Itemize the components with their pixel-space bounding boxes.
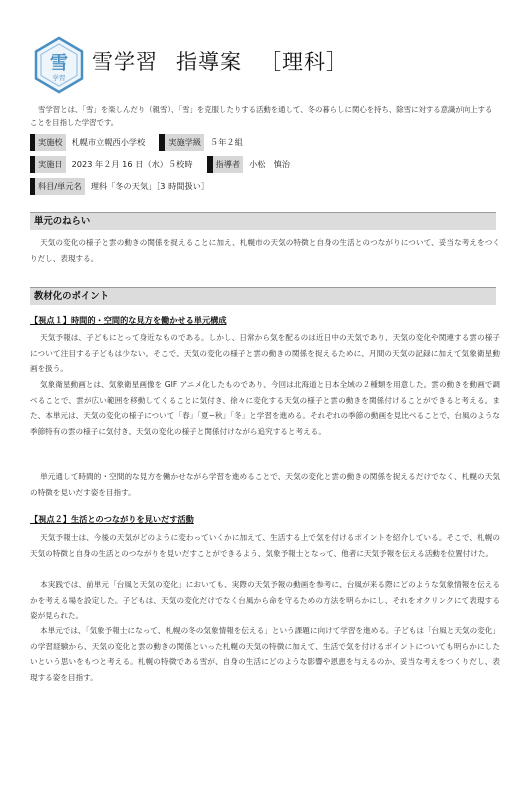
viewpoint-1-paragraph-3 bbox=[30, 469, 500, 500]
logo-subtext: 学習 bbox=[52, 74, 66, 82]
viewpoint-2-paragraph-1 bbox=[30, 530, 500, 561]
info-row-unit bbox=[30, 175, 470, 197]
teacher-value: 小松 慎治 bbox=[249, 158, 291, 169]
lesson-info bbox=[30, 131, 470, 197]
logo-text: 雪 bbox=[50, 53, 68, 74]
document-header bbox=[0, 0, 527, 100]
school-label: 実施校 bbox=[30, 134, 66, 151]
viewpoint-2-title: 【視点２】生活とのつながりを見いだす活動 bbox=[30, 514, 194, 524]
unit-label: 科目/単元名 bbox=[30, 178, 85, 195]
viewpoint-2-paragraph-2 bbox=[30, 577, 500, 624]
teacher-label: 指導者 bbox=[207, 156, 244, 173]
aim-paragraph bbox=[30, 235, 500, 266]
vp2-p1-text: 天気予報士は、今後の天気がどのように変わっていくかに加えて、生活する上で気を付けるポイントを紹介している。そこで、札幌の天気の特徴と自身の生活とのつながりを見いだすことができるよう、気象予報士となって、他者に天気予報を伝える活動を位置付けた。 bbox=[30, 533, 500, 558]
vp1-p3-text: 単元通して時間的・空間的な見方を働かせながら学習を進めることで、天気の変化と雲の動きの関係を捉えるだけでなく、札幌の天気の特徴を見いだす姿を目指す。 bbox=[30, 472, 500, 497]
viewpoint-2-paragraph-3 bbox=[30, 623, 500, 685]
info-row-school bbox=[30, 131, 470, 153]
info-row-date bbox=[30, 153, 470, 175]
section-heading-aim: 単元のねらい bbox=[30, 212, 496, 230]
vp2-p3-text: 本単元では、「気象予報士になって、札幌の冬の気象情報を伝える」という課題に向けて学習を進める。子どもは「台風と天気の変化」の学習経験から、天気の変化と雲の動きの関係といった札幌の天気の特徴に加えて、生活で気を付けるポイントについても明らかにしたいという思いをもつと考える。札幌の特徴である雪が、自身の生活にどのような影響や恩恵を与えるのか、妥当な考えをつくりだし、表現する姿を目指す。 bbox=[30, 626, 500, 682]
snow-crystal-logo-icon bbox=[30, 36, 88, 94]
title-sub: 指導案 bbox=[176, 50, 242, 74]
vp2-p2-text: 本実践では、前単元「台風と天気の変化」においても、実際の天気予報の動画を参考に、台風が来る際にどのような気象情報を伝えるかを考える場を設定した。子どもは、天気の変化だけでなく台風から命を守るための方法を明らかにし、それをオクリンクにて表現する姿が見られた。 bbox=[30, 580, 500, 620]
title-subject: ［理科］ bbox=[260, 50, 348, 74]
school-value: 札幌市立幌西小学校 bbox=[71, 136, 146, 147]
grade-label: 実施学級 bbox=[159, 134, 204, 151]
grade-value: ５年２組 bbox=[210, 136, 243, 147]
vp1-p1-text: 天気予報は、子どもにとって身近なものである。しかし、日常から気を配るのは近日中の天気であり、天気の変化や関連する雲の様子について注目する子どもは少ない。そこで、天気の変化の様子と雲の動きの関係を捉えるために、月間の天気の記録に加えて気象衛星動画を扱う。 bbox=[30, 333, 500, 373]
viewpoint-1-paragraph-2 bbox=[30, 377, 500, 439]
viewpoint-1-paragraph-1 bbox=[30, 330, 500, 377]
vp1-p2-text: 気象衛星動画とは、気象衛星画像を GIF アニメ化したものであり、今回は北海道と日本全域の２種類を用意した。雲の動きを動画で調べることで、雲が広い範囲を移動してくることに気付き、徐々に変化する天気の様子と雲の動きを関係付けることができると考える。また、本単元は、天気の変化の様子について「春」「夏~秋」「冬」と学習を進める。それぞれの季節の動画を見比べることで、台風のような季節特有の雲の様子に気付き、天気の変化の様子と関係付けながら追究すると考える。 bbox=[30, 380, 500, 436]
title-main: 雪学習 bbox=[92, 50, 158, 74]
aim-text: 天気の変化の様子と雲の動きの関係を捉えることに加え、札幌市の天気の特徴と自身の生活とのつながりについて、妥当な考えをつくりだし、表現する。 bbox=[30, 238, 500, 263]
unit-value: 理科「冬の天気」［3 時間扱い］ bbox=[90, 180, 210, 191]
section-heading-points: 教材化のポイント bbox=[30, 287, 496, 305]
intro-text: 雪学習とは、「雪」を楽しんだり（親雪）、「雪」を克服したりする活動を通して、冬の暮らしに関心を持ち、除雪に対する意識が向上することを目指した学習です。 bbox=[30, 105, 493, 127]
date-value: 2023 年２月 16 日（水）５校時 bbox=[71, 158, 193, 169]
page-title bbox=[92, 46, 348, 76]
viewpoint-1-title: 【視点１】時間的・空間的な見方を働かせる単元構成 bbox=[30, 315, 227, 325]
date-label: 実施日 bbox=[30, 156, 66, 173]
